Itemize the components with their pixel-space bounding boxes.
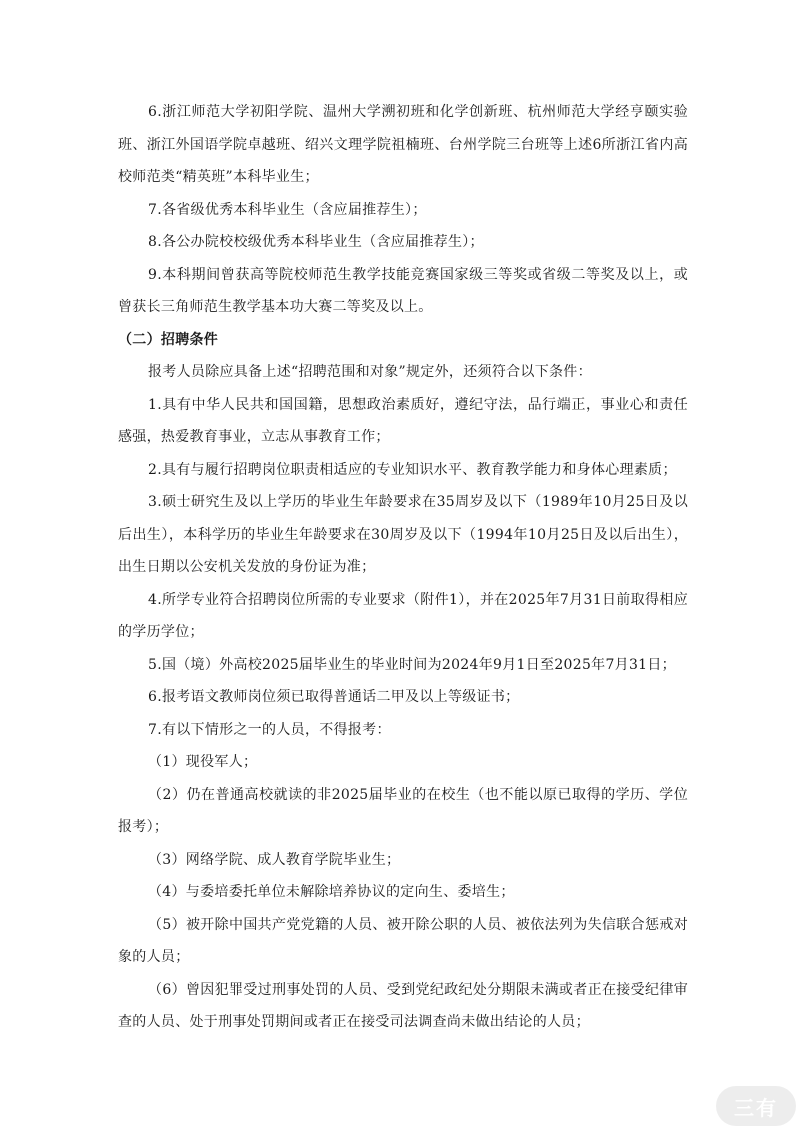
body-paragraph: 3.硕士研究生及以上学历的毕业生年龄要求在35周岁及以下（1989年10月25日及以后出生），本科学历的毕业生年龄要求在30周岁及以下（1994年10月25日及以后出生），出生日期以公安机关发放的身份证为准；: [118, 494, 688, 575]
body-paragraph: （5）被开除中国共产党党籍的人员、被开除公职的人员、被依法列为失信联合惩戒对象的人员；: [118, 916, 688, 965]
body-paragraph: 9.本科期间曾获高等院校师范生教学技能竞赛国家级三等奖或省级二等奖及以上，或曾获长三角师范生教学基本功大赛二等奖及以上。: [118, 266, 688, 315]
body-paragraph: （6）曾因犯罪受过刑事处罚的人员、受到党纪政纪处分期限未满或者正在接受纪律审查的人员、处于刑事处罚期间或者正在接受司法调查尚未做出结论的人员；: [118, 981, 688, 1030]
watermark-logo: [716, 1086, 796, 1126]
body-paragraph: 6.浙江师范大学初阳学院、温州大学溯初班和化学创新班、杭州师范大学经亨颐实验班、浙江外国语学院卓越班、绍兴文理学院祖楠班、台州学院三台班等上述6所浙江省内高校师范类“精英班”本科毕业生；: [118, 104, 688, 185]
watermark-text: 三有: [734, 1095, 778, 1120]
body-paragraph: （4）与委培委托单位未解除培养协议的定向生、委培生；: [148, 884, 515, 900]
document-body: [118, 96, 688, 1039]
body-paragraph: 7.各省级优秀本科毕业生（含应届推荐生）；: [148, 201, 427, 218]
body-paragraph: 7.有以下情形之一的人员，不得报考：: [148, 721, 391, 738]
body-paragraph: （2）仍在普通高校就读的非2025届毕业的在校生（也不能以原已取得的学历、学位报考）；: [118, 786, 688, 835]
body-paragraph: 1.具有中华人民共和国国籍，思想政治素质好，遵纪守法，品行端正，事业心和责任感强，热爱教育事业，立志从事教育工作；: [118, 396, 688, 445]
body-paragraph: 8.各公办院校校级优秀本科毕业生（含应届推荐生）；: [148, 234, 484, 250]
body-paragraph: 4.所学专业符合招聘岗位所需的专业要求（附件1），并在2025年7月31日前取得相应的学历学位；: [118, 591, 688, 640]
body-paragraph: 5.国（境）外高校2025届毕业生的毕业时间为2024年9月1日至2025年7月31日；: [148, 656, 676, 673]
body-paragraph: （3）网络学院、成人教育学院毕业生；: [148, 851, 401, 868]
section-heading: （二）招聘条件: [118, 331, 219, 348]
body-paragraph: 报考人员除应具备上述“招聘范围和对象”规定外，还须符合以下条件：: [148, 364, 592, 380]
body-paragraph: （1）现役军人；: [148, 754, 258, 770]
body-paragraph: 6.报考语文教师岗位须已取得普通话二甲及以上等级证书；: [148, 689, 520, 705]
body-paragraph: 2.具有与履行招聘岗位职责相适应的专业知识水平、教育教学能力和身体心理素质；: [148, 461, 677, 478]
